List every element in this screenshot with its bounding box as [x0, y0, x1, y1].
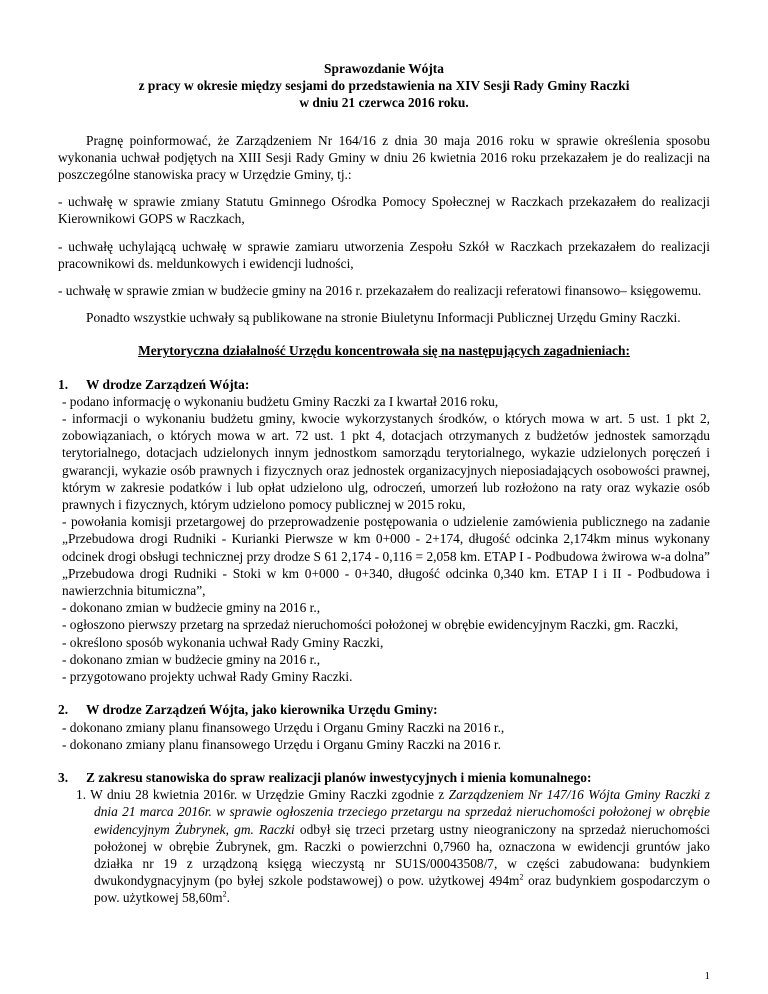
section-number: 1.	[58, 376, 69, 392]
section-body	[62, 393, 710, 685]
list-item: - określono sposób wykonania uchwał Rady Gminy Raczki,	[62, 634, 384, 650]
list-item: - dokonano zmian w budżecie gminy na 2016 r.,	[62, 600, 321, 616]
list-item: - podano informację o wykonaniu budżetu Gminy Raczki za I kwartał 2016 roku,	[62, 393, 499, 409]
publication-paragraph: Ponadto wszystkie uchwały są publikowane na stronie Biuletynu Informacji Publicznej Urzędu Gminy Raczki.	[86, 310, 681, 326]
item-text: .	[226, 890, 230, 906]
resolution-item: - uchwałę w sprawie zmiany Statutu Gminnego Ośrodka Pomocy Społecznej w Raczkach przekazałem do realizacji Kierownikowi GOPS w Raczkach,	[58, 194, 710, 227]
item-text: odbył się trzeci przetarg ustny nieograniczony na sprzedaż nieruchomości położonej w obrębie Żubrynek, gm. Raczki o powierzchni 0,7960 ha, oznaczona w ewidencji gruntów jako działka nr 19 z urządzoną księgą wieczystą nr SU1S/00043508/7, w części zabudowana: budynkiem dwukondygnacyjnym (po byłej szkole podstawowej) o pow. użytkowej 494m	[94, 821, 710, 889]
section-1	[58, 376, 710, 686]
intro-paragraph: Pragnę poinformować, że Zarządzeniem Nr 164/16 z dnia 30 maja 2016 roku w sprawie określenia sposobu wykonania uchwał podjętych na XIII Sesji Rady Gminy w dniu 26 kwietnia 2016 roku przekazałem je do realizacji na poszczególne stanowiska pracy w Urzędzie Gminy, tj.:	[58, 132, 710, 183]
superscript: 2	[519, 872, 524, 882]
numbered-item	[76, 786, 710, 906]
section-body	[62, 719, 710, 753]
list-item: - informacji o wykonaniu budżetu gminy, kwocie wykorzystanych środków, o których mowa w art. 5 ust. 1 pkt 2, zobowiązaniach, o których mowa w art. 72 ust. 1 pkt 4, dotacjach otrzymanych z budżetów jednostek samorządu terytorialnego, dotacjach udzielonych innym jednostkom samorządu terytorialnego, wykazie udzielonych poręczeń i gwarancji, wykazie osób prawnych i fizycznych oraz jednostek organizacyjnych nieposiadających osobowości prawnej, którym w zakresie podatków i lub opłat udzielono ulg, odroczeń, umorzeń lub rozłożono na raty oraz wykazie osób prawnych i fizycznych, którym udzielono pomocy publicznej w 2015 roku,	[62, 411, 710, 513]
list-item: - dokonano zmian w budżecie gminy na 2016 r.,	[62, 651, 321, 667]
report-title: Sprawozdanie Wójta	[324, 61, 444, 76]
superscript: 2	[222, 889, 227, 899]
list-item: - dokonano zmiany planu finansowego Urzędu i Organu Gminy Raczki na 2016 r.,	[62, 719, 505, 735]
item-text: oraz budynkiem gospodarczym o pow. użytkowej 58,60m	[94, 873, 710, 906]
section-number: 3.	[58, 769, 69, 785]
item-italic-text: Zarządzeniem Nr 147/16 Wójta Gminy Raczki z dnia 21 marca 2016r. w sprawie ogłoszenia trzeciego przetargu na sprzedaż nieruchomości położonej w obrębie ewidencyjnym Żubrynek, gm. Raczki	[94, 787, 710, 837]
section-heading: Merytoryczna działalność Urzędu koncentrowała się na następujących zagadnieniach:	[138, 343, 630, 359]
section-number: 2.	[58, 702, 69, 718]
report-subtitle: z pracy w okresie między sesjami do przedstawienia na XIV Sesji Rady Gminy Raczki	[138, 78, 630, 94]
section-title: W drodze Zarządzeń Wójta, jako kierownika Urzędu Gminy:	[86, 702, 438, 718]
section-3	[58, 769, 710, 907]
document-page	[58, 60, 710, 907]
list-item: - dokonano zmiany planu finansowego Urzędu i Organu Gminy Raczki na 2016 r.	[62, 736, 501, 752]
list-item: - przygotowano projekty uchwał Rady Gminy Raczki.	[62, 669, 353, 685]
item-text: 1. W dniu 28 kwietnia 2016r. w Urzędzie Gminy Raczki zgodnie z	[76, 787, 449, 803]
list-item: - powołania komisji przetargowej do przeprowadzenie postępowania o udzielenie zamówienia publicznego na zadanie „Przebudowa drogi Rudniki - Kurianki Pierwsze w km 0+000 - 2+174, długość odcinka 2,174km minus wykonany odcinek drogi obsługi technicznej przy drodze S 61 2,174 - 0,116 = 2,058 km. ETAP I - Podbudowa żwirowa w-a dolna” „Przebudowa drogi Rudniki - Stoki w km 0+000 - 0+340, długość odcinka 0,340 km. ETAP I i II - Podbudowa i nawierzchnia bitumiczna”,	[62, 514, 710, 599]
resolution-item: - uchwałę uchylającą uchwałę w sprawie zamiaru utworzenia Zespołu Szkół w Raczkach przekazałem do realizacji pracownikowi ds. meldunkowych i ewidencji ludności,	[58, 238, 710, 271]
resolution-item: - uchwałę w sprawie zmian w budżecie gminy na 2016 r. przekazałem do realizacji referatowi finansowo– księgowemu.	[58, 283, 702, 299]
section-2	[58, 701, 710, 753]
section-title: W drodze Zarządzeń Wójta:	[86, 376, 250, 392]
page-number: 1	[704, 970, 710, 982]
report-date: w dniu 21 czerwca 2016 roku.	[299, 95, 469, 111]
section-body	[76, 786, 710, 906]
section-title: Z zakresu stanowiska do spraw realizacji planów inwestycyjnych i mienia komunalnego:	[86, 769, 592, 785]
list-item: - ogłoszono pierwszy przetarg na sprzedaż nieruchomości położonej w obrębie ewidencyjnym Raczki, gm. Raczki,	[62, 617, 679, 633]
